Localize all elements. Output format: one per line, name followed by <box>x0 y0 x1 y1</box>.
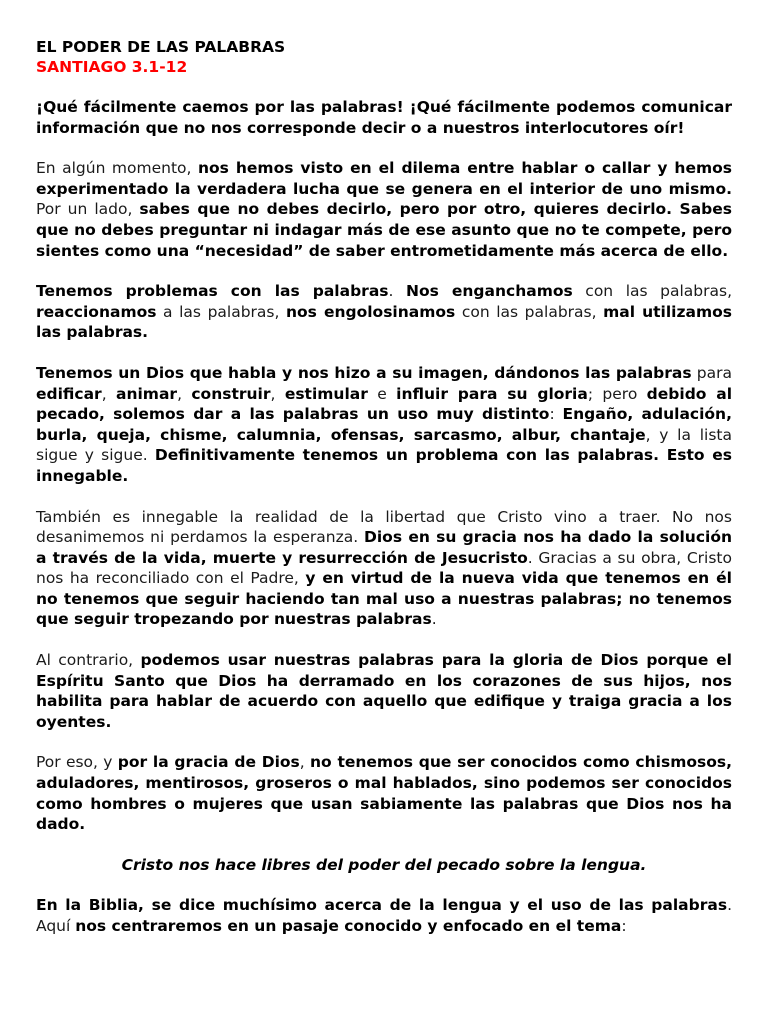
text-run: . <box>431 610 437 629</box>
text-run: , y la lista sigue y sigue. <box>36 425 732 465</box>
bold-text-run: mal utilizamos las palabras. <box>36 302 732 342</box>
text-run: e <box>367 384 397 403</box>
bold-text-run: y en virtud de la nueva vida que tenemos en él no tenemos que seguir haciendo tan mal uso a nuestras palabras; no tenemos que seguir tropezando por nuestras palabras <box>36 569 732 629</box>
bold-text-run: Tenemos problemas con las palabras <box>36 282 389 301</box>
closing-paragraph <box>36 895 732 936</box>
paragraph-2 <box>36 158 732 261</box>
bold-text-run: sabes que no debes decirlo, pero por otro, quieres decirlo. Sabes que no debes preguntar ni indagar más de ese asunto que no te compete, pero sientes como una “necesidad” de saber entrometidamente más acerca de ello. <box>36 200 732 260</box>
bold-text-run: Tenemos un Dios que habla y nos hizo a su imagen, dándonos las palabras <box>36 363 692 382</box>
bold-text-run: animar <box>116 384 178 403</box>
bold-text-run: edificar <box>36 384 102 403</box>
bold-text-run: debido al pecado, solemos dar a las palabras un uso muy distinto <box>36 384 733 424</box>
bold-text-run: influir para su gloria <box>396 384 588 403</box>
text-run: También es innegable la realidad de la libertad que Cristo vino a traer. No nos desanimemos ni perdamos la esperanza. <box>36 507 732 547</box>
bold-text-run: no tenemos que ser conocidos como chismosos, aduladores, mentirosos, groseros o mal hablados, sino podemos ser conocidos como hombres o mujeres que usan sabiamente las palabras que Dios nos ha dado. <box>36 753 732 834</box>
document-title: EL PODER DE LAS PALABRAS <box>36 38 286 56</box>
paragraph-7 <box>36 752 732 834</box>
text-run: para <box>691 363 732 382</box>
text-run: : <box>549 405 563 424</box>
text-run: con las palabras, <box>455 302 604 321</box>
bold-text-run: En la Biblia, se dice muchísimo acerca de la lengua y el uso de las palabras <box>36 896 728 915</box>
text-run: En algún momento, <box>36 159 198 178</box>
paragraph-1 <box>36 97 732 138</box>
text-run: ; pero <box>587 384 647 403</box>
text-run: Por un lado, <box>36 200 140 219</box>
text-run: . Aquí <box>36 896 732 935</box>
text-run: . <box>388 282 406 301</box>
text-run: Al contrario, <box>36 651 141 670</box>
bold-text-run: podemos usar nuestras palabras para la gloria de Dios porque el Espíritu Santo que Dios ha derramado en los corazones de sus hijos, nos habilita para hablar de acuerdo con aquello que edifique y traiga gracia a los oyentes. <box>36 651 732 731</box>
bold-text-run: Nos enganchamos <box>406 282 573 301</box>
text-run: , <box>177 384 192 403</box>
paragraph-3 <box>36 281 732 343</box>
bold-text-run: Dios en su gracia nos ha dado la solución a través de la vida, muerte y resurrección de Jesucristo <box>36 528 733 567</box>
bold-text-run: por la gracia de Dios <box>117 753 300 772</box>
bold-text-run: nos hemos visto en el dilema entre hablar o callar y hemos experimentado la verdadera lucha que se genera en el interior de uno mismo. <box>36 159 732 198</box>
bold-text-run: Engaño, adulación, burla, queja, chisme, calumnia, ofensas, sarcasmo, albur, chantaje <box>36 405 732 444</box>
bold-text-run: construir <box>191 384 271 403</box>
text-run: con las palabras, <box>572 282 732 301</box>
text-run: : <box>621 917 627 935</box>
text-run: a las palabras, <box>156 302 286 321</box>
bold-text-run: ¡Qué fácilmente caemos por las palabras! ¡Qué fácilmente podemos comunicar información que no nos corresponde decir o a nuestros interlocutores oír! <box>36 98 732 137</box>
bold-text-run: nos engolosinamos <box>286 302 456 321</box>
bold-text-run: Definitivamente tenemos un problema con las palabras. Esto es innegable. <box>36 446 732 485</box>
scripture-reference: SANTIAGO 3.1-12 <box>36 58 188 76</box>
paragraph-5 <box>36 507 732 631</box>
bold-text-run: nos centraremos en un pasaje conocido y enfocado en el tema <box>75 917 622 935</box>
text-run: Por eso, y <box>36 753 118 772</box>
centered-statement: Cristo nos hace libres del poder del pecado sobre la lengua. <box>121 855 647 874</box>
text-run: . Gracias a su obra, Cristo nos ha reconciliado con el Padre, <box>36 548 732 588</box>
text-run: , <box>299 753 311 772</box>
paragraph-6 <box>36 650 732 732</box>
paragraph-4 <box>36 363 732 487</box>
bold-text-run: reaccionamos <box>36 302 157 321</box>
text-run: , <box>270 384 285 403</box>
text-run: , <box>101 384 116 403</box>
body-text <box>36 97 732 835</box>
bold-text-run: estimular <box>284 384 368 403</box>
